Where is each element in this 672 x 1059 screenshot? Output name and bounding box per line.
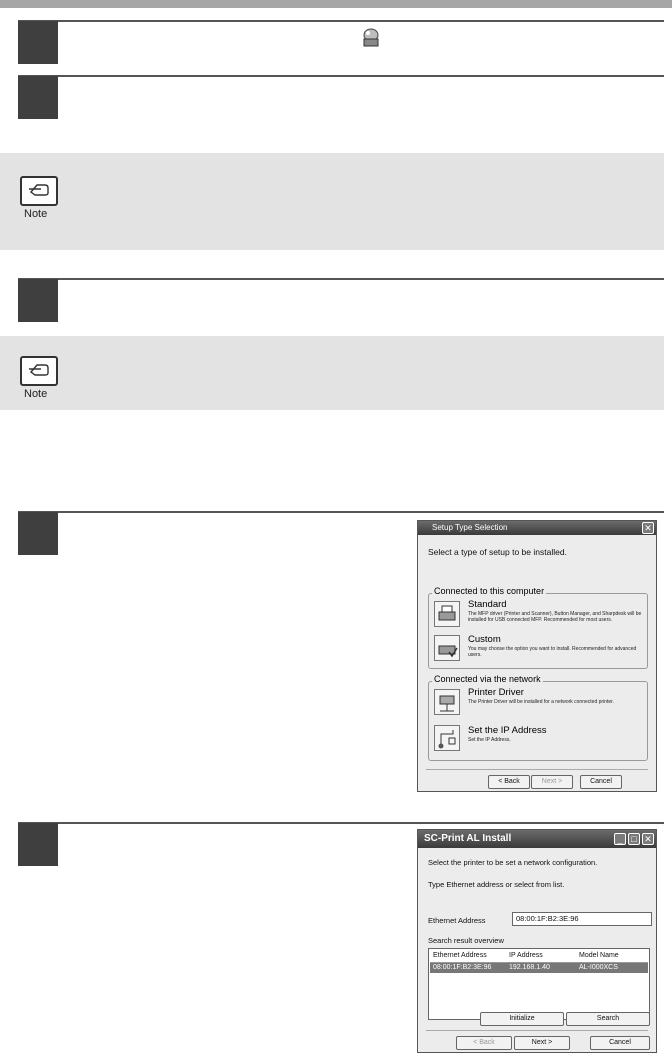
ethernet-address-label: Ethernet Address: [428, 916, 486, 925]
dialog-separator: [426, 769, 648, 770]
row-ethernet: 08:00:1F:B2:3E:96: [433, 964, 492, 971]
sc-print-install-dialog: [417, 829, 657, 1053]
back-button[interactable]: < Back: [488, 775, 530, 789]
dialog-title: Setup Type Selection: [432, 523, 508, 532]
back-button[interactable]: < Back: [456, 1036, 512, 1050]
standard-setup-icon[interactable]: [434, 601, 460, 627]
column-header-ip[interactable]: IP Address: [509, 952, 543, 959]
minimize-button[interactable]: _: [614, 833, 626, 845]
close-button[interactable]: ✕: [642, 833, 654, 845]
table-row[interactable]: [430, 963, 648, 973]
column-header-ethernet[interactable]: Ethernet Address: [433, 952, 487, 959]
note-hand-icon: [20, 356, 58, 386]
set-ip-address-icon[interactable]: [434, 725, 460, 751]
printer-driver-option-desc: The Printer Driver will be installed for a network connected printer.: [468, 699, 614, 705]
row-ip: 192.168.1.40: [509, 964, 550, 971]
step-rule: [18, 822, 664, 824]
step-number-box: [18, 823, 58, 866]
next-button[interactable]: Next >: [531, 775, 573, 789]
custom-option-title[interactable]: Custom: [468, 634, 501, 645]
step-rule: [18, 278, 664, 280]
ethernet-address-input[interactable]: 08:00:1F:B2:3E:96: [512, 912, 652, 926]
note-label: Note: [24, 208, 48, 220]
standard-option-title[interactable]: Standard: [468, 599, 507, 610]
dialog-prompt: Select a type of setup to be installed.: [428, 547, 567, 557]
cancel-button[interactable]: Cancel: [580, 775, 622, 789]
step-number-box: [18, 279, 58, 322]
note-hand-icon: [20, 176, 58, 206]
group-local-title: Connected to this computer: [434, 586, 545, 596]
note-label: Note: [24, 388, 48, 400]
set-ip-option-desc: Set the IP Address.: [468, 737, 511, 743]
dialog-title: SC-Print AL Install: [424, 833, 512, 844]
set-ip-option-title[interactable]: Set the IP Address: [468, 725, 547, 736]
printer-driver-option-title[interactable]: Printer Driver: [468, 687, 524, 698]
install-icon: [359, 26, 383, 55]
standard-option-desc: The MFP driver (Printer and Scanner), Button Manager, and Sharpdesk will be installed for USB connected MFP. Recommended for most users.: [468, 611, 642, 623]
dialog-title-bar: [418, 521, 656, 535]
search-result-label: Search result overview: [428, 936, 504, 945]
custom-setup-icon[interactable]: [434, 635, 460, 661]
maximize-button[interactable]: □: [628, 833, 640, 845]
setup-type-dialog: [417, 520, 657, 792]
row-model: AL-I000XCS: [579, 964, 618, 971]
dialog-instruction: Type Ethernet address or select from list.: [428, 880, 565, 889]
column-header-model[interactable]: Model Name: [579, 952, 619, 959]
note-box: [0, 336, 664, 410]
step-rule: [18, 511, 664, 513]
header-bar: [0, 0, 672, 8]
dialog-prompt: Select the printer to be set a network configuration.: [428, 858, 598, 867]
step-rule: [18, 20, 664, 22]
search-button[interactable]: Search: [566, 1012, 650, 1026]
step-number-box: [18, 21, 58, 64]
search-result-list[interactable]: [428, 948, 650, 1020]
next-button[interactable]: Next >: [514, 1036, 570, 1050]
cancel-button[interactable]: Cancel: [590, 1036, 650, 1050]
printer-driver-icon[interactable]: [434, 689, 460, 715]
close-button[interactable]: ✕: [642, 522, 654, 534]
step-number-box: [18, 512, 58, 555]
custom-option-desc: You may choose the option you want to install. Recommended for advanced users.: [468, 646, 637, 658]
note-box: [0, 153, 664, 250]
dialog-separator: [426, 1030, 648, 1031]
step-rule: [18, 75, 664, 77]
group-network-title: Connected via the network: [434, 674, 541, 684]
initialize-button[interactable]: Initialize: [480, 1012, 564, 1026]
step-number-box: [18, 76, 58, 119]
group-network: [428, 681, 648, 761]
